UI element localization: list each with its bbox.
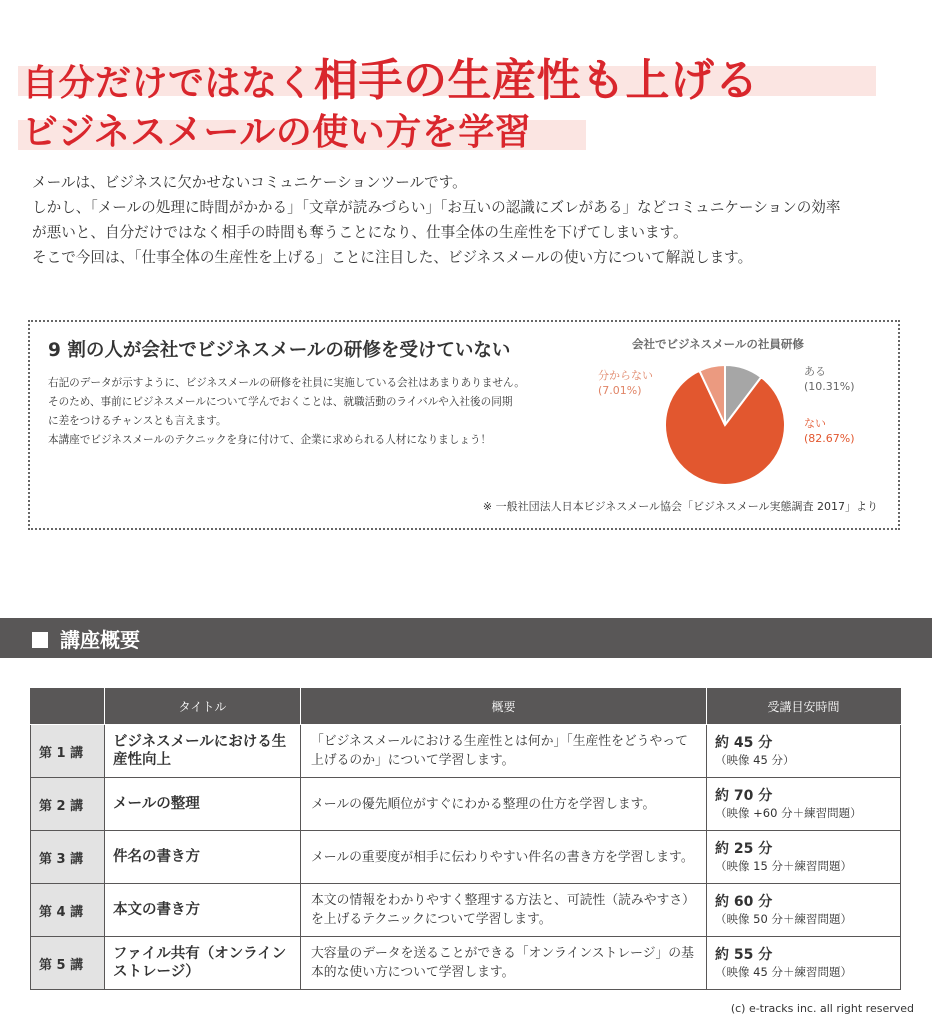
header-time: 受講目安時間 bbox=[707, 689, 901, 725]
lesson-time bbox=[707, 778, 901, 831]
pie-label-wakaranai bbox=[598, 368, 653, 398]
source-note: ※ 一般社団法人日本ビジネスメール協会「ビジネスメール実態調査 2017」より bbox=[482, 500, 878, 513]
section-title bbox=[32, 624, 140, 653]
header-summary: 概要 bbox=[301, 689, 707, 725]
headline-line-1-part-2: 相手の生産性も上げる bbox=[314, 55, 760, 106]
time-total: 約 25 分 bbox=[715, 841, 773, 857]
time-total: 約 60 分 bbox=[715, 894, 773, 910]
info-box-line: 本講座でビジネスメールのテクニックを身に付けて、企業に求められる人材になりましょう！ bbox=[48, 434, 492, 446]
course-table bbox=[30, 688, 901, 990]
intro-line: そこで今回は、「仕事全体の生産性を上げる」ことに注目した、ビジネスメールの使い方について解説します。 bbox=[32, 249, 753, 266]
table-row bbox=[31, 937, 901, 990]
lesson-summary: メールの重要度が相手に伝わりやすい件名の書き方を学習します。 bbox=[301, 831, 707, 884]
headline-line-1 bbox=[22, 44, 759, 108]
intro-line: メールは、ビジネスに欠かせないコミュニケーションツールです。 bbox=[32, 174, 467, 191]
lesson-title: ビジネスメールにおける生産性向上 bbox=[105, 725, 301, 778]
headline-line-2: ビジネスメールの使い方を学習 bbox=[22, 112, 532, 153]
section-header bbox=[0, 618, 932, 658]
lesson-time bbox=[707, 884, 901, 937]
table-row bbox=[31, 831, 901, 884]
table-row bbox=[31, 884, 901, 937]
time-total: 約 70 分 bbox=[715, 788, 773, 804]
time-detail: （映像 15 分＋練習問題） bbox=[715, 859, 852, 873]
lesson-title: 本文の書き方 bbox=[105, 884, 301, 937]
survey-info-box bbox=[28, 320, 900, 530]
header-title: タイトル bbox=[105, 689, 301, 725]
lesson-title: 件名の書き方 bbox=[105, 831, 301, 884]
table-header-row bbox=[31, 689, 901, 725]
pie-label-name: ない bbox=[804, 417, 826, 430]
intro-line: が悪いと、自分だけではなく相手の時間も奪うことになり、仕事全体の生産性を下げてしまいます。 bbox=[32, 224, 688, 241]
pie-label-value: (10.31%) bbox=[804, 380, 855, 393]
time-detail: （映像 +60 分＋練習問題） bbox=[715, 806, 862, 820]
info-box-line: そのため、事前にビジネスメールについて学んでおくことは、就職活動のライバルや入社後の同期 bbox=[48, 396, 513, 408]
info-box-line: に差をつけるチャンスとも言えます。 bbox=[48, 415, 227, 427]
time-detail: （映像 45 分＋練習問題） bbox=[715, 965, 852, 979]
pie-label-name: ある bbox=[804, 365, 826, 378]
lesson-number: 第 5 講 bbox=[31, 937, 105, 990]
lesson-title: ファイル共有（オンラインストレージ） bbox=[105, 937, 301, 990]
lesson-summary: メールの優先順位がすぐにわかる整理の仕方を学習します。 bbox=[301, 778, 707, 831]
section-title-text: 講座概要 bbox=[60, 628, 140, 652]
time-total: 約 55 分 bbox=[715, 947, 773, 963]
headline-line-1-part-1: 自分だけではなく bbox=[22, 63, 315, 104]
info-box-line: 右記のデータが示すように、ビジネスメールの研修を社員に実施している会社はあまりありません。 bbox=[48, 377, 525, 389]
header-no bbox=[31, 689, 105, 725]
pie-label-value: (82.67%) bbox=[804, 432, 855, 445]
intro-line: しかし、「メールの処理に時間がかかる」「文章が読みづらい」「お互いの認識にズレがある」などコミュニケーションの効率 bbox=[32, 199, 841, 216]
lesson-number: 第 1 講 bbox=[31, 725, 105, 778]
pie-chart bbox=[660, 360, 790, 490]
time-detail: （映像 45 分） bbox=[715, 753, 795, 767]
table-row bbox=[31, 778, 901, 831]
lesson-summary: 「ビジネスメールにおける生産性とは何か」「生産性をどうやって上げるのか」について学習します。 bbox=[301, 725, 707, 778]
square-icon bbox=[32, 632, 48, 648]
chart-title: 会社でビジネスメールの社員研修 bbox=[632, 337, 804, 351]
pie-label-nai bbox=[804, 416, 855, 446]
intro-text bbox=[32, 170, 912, 270]
pie-label-aru bbox=[804, 364, 855, 394]
lesson-summary: 本文の情報をわかりやすく整理する方法と、可読性（読みやすさ）を上げるテクニックについて学習します。 bbox=[301, 884, 707, 937]
time-detail: （映像 50 分＋練習問題） bbox=[715, 912, 852, 926]
lesson-summary: 大容量のデータを送ることができる「オンラインストレージ」の基本的な使い方について学習します。 bbox=[301, 937, 707, 990]
info-box-body bbox=[48, 374, 588, 450]
lesson-time bbox=[707, 937, 901, 990]
lesson-title: メールの整理 bbox=[105, 778, 301, 831]
lesson-time bbox=[707, 725, 901, 778]
lesson-time bbox=[707, 831, 901, 884]
table-row bbox=[31, 725, 901, 778]
time-total: 約 45 分 bbox=[715, 735, 773, 751]
copyright: (c) e-tracks inc. all right reserved bbox=[730, 1002, 914, 1015]
pie-label-value: (7.01%) bbox=[598, 384, 642, 397]
pie-label-name: 分からない bbox=[598, 369, 653, 382]
lesson-number: 第 3 講 bbox=[31, 831, 105, 884]
lesson-number: 第 4 講 bbox=[31, 884, 105, 937]
lesson-number: 第 2 講 bbox=[31, 778, 105, 831]
info-box-title: 9 割の人が会社でビジネスメールの研修を受けていない bbox=[48, 340, 511, 361]
